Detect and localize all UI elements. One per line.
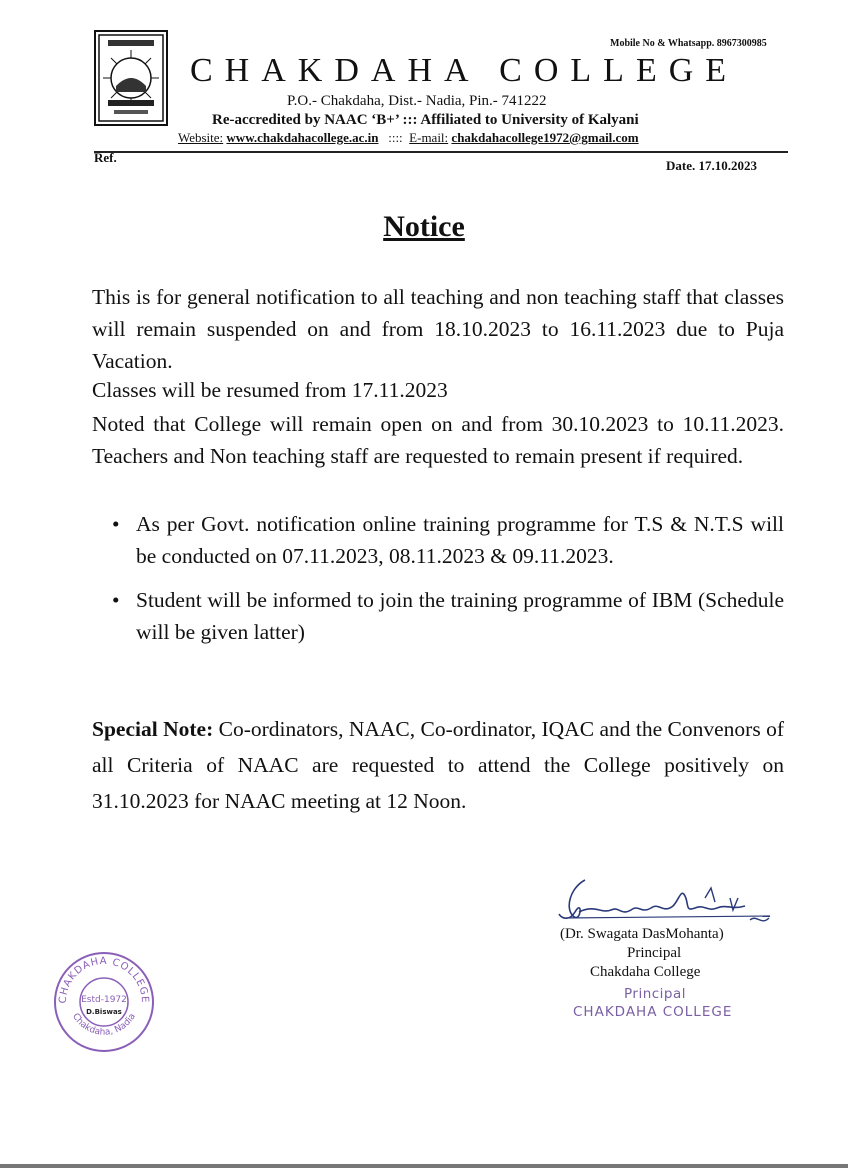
stamp-college: CHAKDAHA COLLEGE [573,1004,733,1020]
email-label: E-mail: [409,130,449,145]
seal-bottom-text: Chakdaha, Nadia [70,1011,138,1038]
notice-title: Notice [383,210,465,243]
stamp-role: Principal [624,986,687,1002]
special-note-text: Co-ordinators, NAAC, Co-ordinator, IQAC and the Convenors of all Criteria of NAAC are requested to attend the College positively on 31.10.2023 for NAAC meeting at 12 Noon. [92,717,784,813]
ref-label: Ref. [94,150,117,165]
contact-number: Mobile No & Whatsapp. 8967300985 [610,38,767,49]
email-link[interactable]: chakdahacollege1972@gmail.com [451,130,639,145]
accreditation-line: Re-accredited by NAAC ‘B+’ ::: Affiliated to University of Kalyani [212,112,639,128]
college-address: P.O.- Chakdaha, Dist.- Nadia, Pin.- 741222 [287,93,547,109]
special-note [92,711,784,819]
paragraph-suspension: This is for general notification to all teaching and non teaching staff that classes will remain suspended on and from 18.10.2023 to 16.11.2023 due to Puja Vacation. [92,285,784,373]
seal-estd: Estd-1972 [81,995,127,1005]
page-bottom-edge [0,1164,848,1168]
website-link[interactable]: www.chakdahacollege.ac.in [226,130,379,145]
principal-name: (Dr. Swagata DasMohanta) [560,926,724,942]
principal-role: Principal [627,945,682,961]
website-email-line [178,130,639,146]
principal-college: Chakdaha College [590,964,701,980]
seal-outer-text: CHAKDAHA COLLEGE [57,955,151,1004]
website-label: Website: [178,130,224,145]
list-item: • As per Govt. notification online training programme for T.S & N.T.S will be conducted on 07.11.2023, 08.11.2023 & 09.11.2023. [112,508,784,572]
bullet-list [112,508,784,660]
college-logo [94,30,168,126]
paragraph-college-open: Noted that College will remain open on and from 30.10.2023 to 10.11.2023. Teachers and Non teaching staff are requested to remain present if required. [92,412,784,468]
seal-signer: D.Biswas [86,1008,122,1016]
college-seal [52,950,156,1054]
notice-date: Date. 17.10.2023 [666,158,757,173]
college-name: CHAKDAHA COLLEGE [190,52,739,89]
list-item: • Student will be informed to join the training programme of IBM (Schedule will be given latter) [112,584,784,648]
paragraph-resume: Classes will be resumed from 17.11.2023 [92,378,448,402]
header-divider [94,151,788,153]
separator: :::: [388,130,403,145]
special-note-label: Special Note: [92,717,214,741]
